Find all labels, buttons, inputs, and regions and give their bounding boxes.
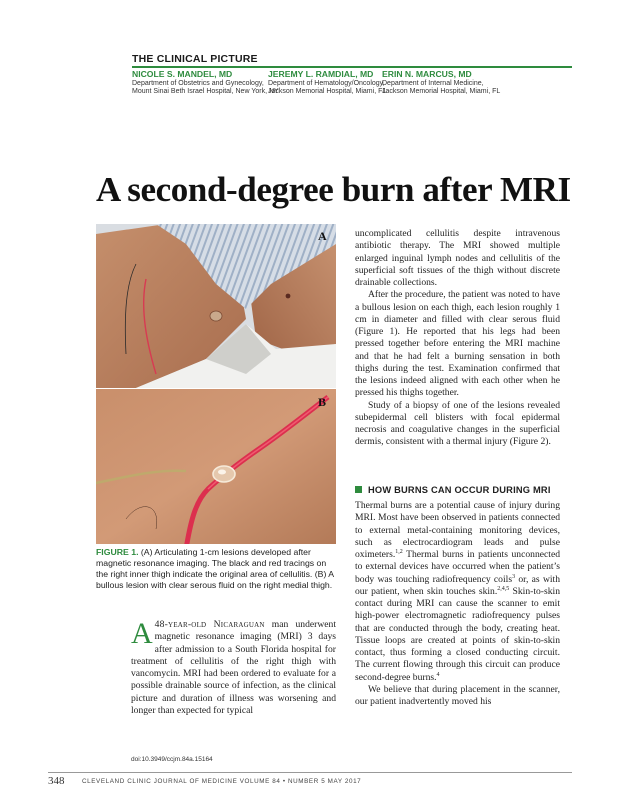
paragraph-text: Study of a biopsy of one of the lesions revealed subepidermal cell blisters with focal epidermal necrosis and coagulative changes in the superficial dermis, consistent with a thermal injury (	[355, 399, 560, 448]
figure-1a-photo	[96, 224, 336, 388]
body-right-column-bottom	[355, 500, 560, 708]
panel-label-b: B	[318, 395, 327, 409]
paragraph-text: or, as with our patient, when skin touches skin.	[355, 573, 561, 597]
intro-paragraph: man underwent magnetic resonance imaging (MRI) 3 days after admission to a South Florida hospital for treatment of cellulitis of the right thigh with vancomycin. MRI had been ordered to evaluate for a possible drainable source of infection, as the clinical picture and duration of illness was worsening and longer than expected for typical	[131, 619, 337, 716]
author-affiliation: Jackson Memorial Hospital, Miami, FL	[382, 88, 501, 96]
footer-rule	[48, 772, 572, 773]
body-left-column	[131, 619, 336, 717]
intro-smallcaps: 48-year-old Nicaraguan	[154, 619, 265, 630]
paragraph-text: Thermal burns in patients unconnected to external devices have occurred when the patient’s body was touching radiofrequency coils	[355, 549, 560, 585]
doi: doi:10.3949/ccjm.84a.15164	[131, 756, 213, 763]
dropcap: A	[131, 617, 153, 650]
paragraph-text: After the procedure, the patient was noted to have a bullous lesion on each thigh, each lesion roughly 1 cm in diameter and filled with clear serous fluid (	[355, 289, 560, 337]
figure-ref-link[interactable]: Figure 1	[358, 326, 395, 337]
paragraph-text: Thermal burns are a potential cause of injury during MRI. Most have been observed in patients connected to external metal-containing monitoring devices, such as electrocardiogram leads and pulse oximeters.	[355, 500, 560, 560]
paragraph-2	[355, 289, 560, 399]
author-affiliation: Department of Hematology/Oncology,	[268, 79, 385, 87]
article-title: A second-degree burn after MRI	[96, 170, 571, 209]
figure-1b-photo	[96, 389, 336, 544]
header-rule	[132, 66, 572, 68]
caption-text: (A) Articulating 1-cm lesions developed after magnetic resonance imaging. The black and red tracings on the right inner thigh indicate the original area of cellulitis. (B) A bullous lesion with clear serous fluid on the right medial thigh.	[96, 547, 334, 590]
figure-caption	[96, 547, 336, 591]
author-affiliation: Department of Internal Medicine,	[382, 79, 484, 87]
author-affiliation: Jackson Memorial Hospital, Miami, FL	[268, 88, 387, 96]
author-affiliation: Department of Obstetrics and Gynecology,	[132, 79, 264, 87]
citation-ref: 1,2	[395, 548, 403, 555]
paragraph-4	[355, 500, 560, 684]
panel-label-a: A	[318, 229, 327, 243]
citation-ref: 2,4,5	[497, 585, 510, 592]
subheading-text: HOW BURNS CAN OCCUR DURING MRI	[368, 485, 551, 495]
paragraph-1-continued: uncomplicated cellulitis despite intravenous antibiotic therapy. The MRI showed multiple enlarged inguinal lymph nodes and cellulitis of the superficial soft tissues of the thigh without discrete drainable collections.	[355, 228, 560, 288]
section-label: THE CLINICAL PICTURE	[132, 53, 258, 65]
paragraph-5: We believe that during placement in the scanner, our patient inadvertently moved his	[355, 683, 560, 707]
author-name: NICOLE S. MANDEL, MD	[132, 69, 233, 79]
journal-info: CLEVELAND CLINIC JOURNAL OF MEDICINE VOLUME 84 • NUMBER 5 MAY 2017	[82, 778, 362, 785]
author-block-3	[382, 70, 500, 97]
heading-square-icon	[355, 486, 362, 493]
caption-label: FIGURE 1.	[96, 547, 139, 557]
author-name: JEREMY L. RAMDIAL, MD	[268, 69, 374, 79]
citation-ref: 3	[512, 573, 516, 580]
paragraph-text: Skin-to-skin contact during MRI can cause the scanner to emit high-power electromagnetic radiofrequency pulses that are conducted through the body, creating heat. Tissue loops are created at points of skin-to-skin contact, thus forming a closed conducting circuit. The current flowing through this circuit can produce second-degree burns.	[355, 585, 560, 683]
paragraph-text: ). He reported that his legs had been pressed together before entering the MRI machine and that he had felt a burning sensation in both thighs during the test. Examination confirmed that the lesions indeed aligned with each other when he pressed his thighs together.	[355, 326, 560, 399]
page-number: 348	[48, 775, 65, 787]
author-name: ERIN N. MARCUS, MD	[382, 69, 472, 79]
body-right-column-top	[355, 228, 560, 449]
paragraph-text: ).	[545, 436, 551, 448]
author-affiliation: Mount Sinai Beth Israel Hospital, New York, NY	[132, 88, 279, 96]
author-block-1	[132, 70, 279, 97]
section-subheading	[355, 485, 551, 495]
author-block-2	[268, 70, 386, 97]
paragraph-3	[355, 400, 560, 449]
figure-ref-link[interactable]: Figure 2	[513, 436, 546, 448]
citation-ref: 4	[436, 671, 440, 678]
